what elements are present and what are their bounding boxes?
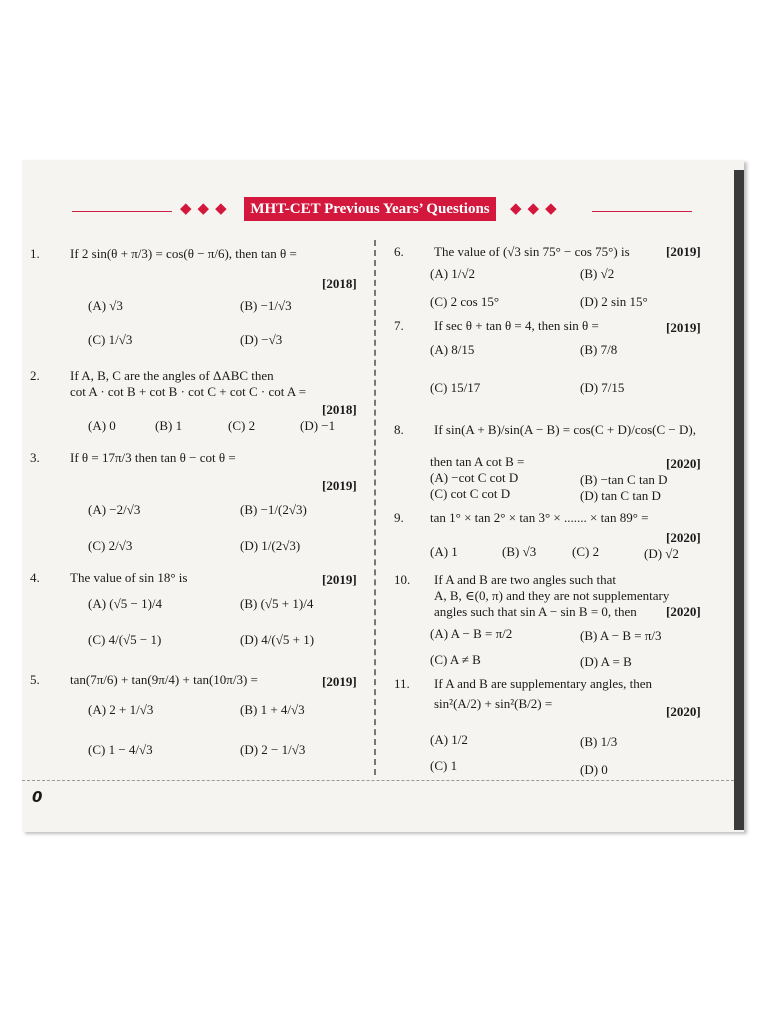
option-b: (B) −tan C tan D [580, 472, 668, 487]
option-d: (D) √2 [644, 546, 679, 561]
question-text: tan(7π/6) + tan(9π/4) + tan(10π/3) = [70, 672, 258, 687]
header-rule-left [72, 211, 172, 212]
option-d: (D) 0 [580, 762, 608, 777]
question-1 [30, 246, 360, 346]
year-badge: [2019] [666, 244, 701, 259]
option-d: (D) tan C tan D [580, 488, 661, 503]
question-number: 7. [394, 318, 404, 333]
question-number: 9. [394, 510, 404, 525]
option-b: (B) −1/√3 [240, 298, 292, 313]
question-6 [394, 244, 712, 314]
option-a: (A) 2 + 1/√3 [88, 702, 154, 717]
question-number: 3. [30, 450, 40, 465]
year-badge: [2019] [666, 320, 701, 335]
question-text: The value of sin 18° is [70, 570, 188, 585]
section-title: MHT-CET Previous Years’ Questions [244, 197, 496, 221]
question-text: If 2 sin(θ + π/3) = cos(θ − π/6), then tan θ = [70, 246, 297, 261]
option-b: (B) 1 [155, 418, 183, 433]
year-badge: [2020] [666, 530, 701, 545]
year-badge: [2019] [322, 478, 357, 493]
question-text-line-2: cot A · cot B + cot B · cot C + cot C · cot A = [70, 384, 307, 399]
option-a: (A) 8/15 [430, 342, 475, 357]
question-11 [394, 676, 712, 780]
option-d: (D) 1/(2√3) [240, 538, 301, 553]
option-d: (D) −1 [300, 418, 336, 433]
year-badge: [2018] [322, 276, 357, 291]
year-badge: [2020] [666, 456, 701, 471]
option-a: (A) 1/2 [430, 732, 468, 747]
option-b: (B) 1/3 [580, 734, 618, 749]
option-d: (D) 7/15 [580, 380, 625, 395]
question-number: 11. [394, 676, 410, 691]
option-a: (A) A − B = π/2 [430, 626, 513, 641]
option-b: (B) √3 [502, 544, 537, 559]
question-number: 1. [30, 246, 40, 261]
option-b: (B) (√5 + 1)/4 [240, 596, 314, 611]
question-text-line-2: A, B, ∈(0, π) and they are not supplementary [434, 588, 670, 603]
question-number: 5. [30, 672, 40, 687]
question-8 [394, 422, 712, 502]
option-b: (B) 7/8 [580, 342, 618, 357]
question-10 [394, 572, 712, 672]
option-c: (C) 1 − 4/√3 [88, 742, 153, 757]
question-text: If A and B are two angles such that [434, 572, 616, 587]
option-a: (A) (√5 − 1)/4 [88, 596, 163, 611]
diamond-icon-group-right: ◆◆◆ [510, 199, 563, 217]
option-c: (C) 2 cos 15° [430, 294, 500, 309]
option-d: (D) −√3 [240, 332, 283, 347]
year-badge: [2019] [322, 572, 357, 587]
question-text: If A, B, C are the angles of ΔABC then [70, 368, 274, 383]
option-d: (D) 2 − 1/√3 [240, 742, 306, 757]
option-a: (A) 1 [430, 544, 458, 559]
question-number: 8. [394, 422, 404, 437]
question-7 [394, 318, 712, 408]
question-text: If sin(A + B)/sin(A − B) = cos(C + D)/cos(C − D), [434, 422, 696, 437]
option-b: (B) √2 [580, 266, 615, 281]
option-b: (B) −1/(2√3) [240, 502, 307, 517]
question-text: tan 1° × tan 2° × tan 3° × ....... × tan 89° = [430, 510, 649, 525]
year-badge: [2020] [666, 604, 701, 619]
option-c: (C) 15/17 [430, 380, 481, 395]
year-badge: [2019] [322, 674, 357, 689]
option-a: (A) −cot C cot D [430, 470, 519, 485]
question-text: If A and B are supplementary angles, then [434, 676, 653, 691]
option-d: (D) 2 sin 15° [580, 294, 648, 309]
option-c: (C) 1 [430, 758, 458, 773]
year-badge: [2018] [322, 402, 357, 417]
option-a: (A) 1/√2 [430, 266, 476, 281]
option-d: (D) 4/(√5 + 1) [240, 632, 315, 647]
option-c: (C) 2/√3 [88, 538, 133, 553]
option-a: (A) 0 [88, 418, 116, 433]
option-c: (C) A ≠ B [430, 652, 481, 667]
question-number: 2. [30, 368, 40, 383]
question-number: 4. [30, 570, 40, 585]
year-badge: [2020] [666, 704, 701, 719]
question-text-line-2: sin²(A/2) + sin²(B/2) = [434, 696, 553, 711]
question-2 [30, 368, 360, 438]
option-c: (C) 2 [572, 544, 600, 559]
option-c: (C) 2 [228, 418, 256, 433]
question-text: If θ = 17π/3 then tan θ − cot θ = [70, 450, 236, 465]
question-5 [30, 672, 360, 772]
option-b: (B) A − B = π/3 [580, 628, 662, 643]
footer-rule [22, 780, 734, 781]
page-edge-shadow [734, 170, 744, 830]
option-a: (A) −2/√3 [88, 502, 141, 517]
question-text-line-2: then tan A cot B = [430, 454, 525, 469]
section-header [72, 194, 692, 224]
question-9 [394, 510, 712, 570]
question-4 [30, 570, 360, 660]
option-a: (A) √3 [88, 298, 123, 313]
question-3 [30, 450, 360, 560]
option-c: (C) 1/√3 [88, 332, 133, 347]
option-b: (B) 1 + 4/√3 [240, 702, 305, 717]
header-rule-right [592, 211, 692, 212]
question-number: 6. [394, 244, 404, 259]
option-d: (D) A = B [580, 654, 632, 669]
question-text: If sec θ + tan θ = 4, then sin θ = [434, 318, 599, 333]
column-divider [374, 240, 376, 775]
textbook-page [22, 160, 744, 832]
question-number: 10. [394, 572, 411, 587]
question-text: The value of (√3 sin 75° − cos 75°) is [434, 244, 630, 259]
option-c: (C) 4/(√5 − 1) [88, 632, 162, 647]
diamond-icon-group-left: ◆◆◆ [180, 199, 233, 217]
option-c: (C) cot C cot D [430, 486, 511, 501]
page-number: 0 [32, 788, 43, 806]
question-text-line-3: angles such that sin A − sin B = 0, then [434, 604, 637, 619]
